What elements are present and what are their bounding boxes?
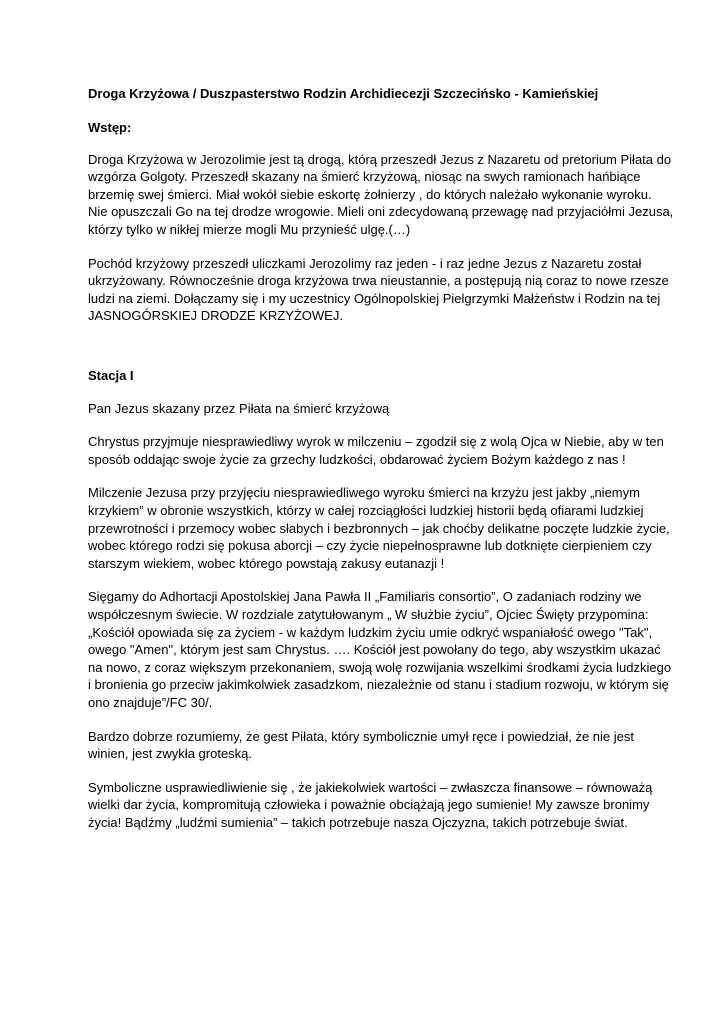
station-paragraph (88, 433, 678, 468)
paragraph-line: krzykiem” w obronie wszystkich, którzy w całej rozciągłości ludzkiej historii będą ofiarami ludzkiej (88, 502, 644, 518)
paragraph-line: sposób oddając swoje życie za grzechy ludzkości, obdarować życiem Bożym każdego z nas ! (88, 451, 626, 467)
paragraph-line: wobec którego rodzi się pokusa aborcji – czy życie niepełnosprawne lub dotknięte cierpieniem czy (88, 538, 652, 554)
intro-paragraph (88, 151, 678, 239)
paragraph-line: owego "Amen", którym jest sam Chrystus. …. Kościół jest powołany do tego, aby wszystkim ukazać (88, 642, 661, 658)
paragraph-line: JASNOGÓRSKIEJ DRODZE KRZYŻOWEJ. (88, 308, 343, 324)
document-title: Droga Krzyżowa / Duszpasterstwo Rodzin Archidiecezji Szczecińsko - Kamieńskiej (88, 86, 599, 101)
paragraph-line: starszym wiekiem, wobec którego powstają zakusy eutanazji ! (88, 555, 445, 571)
paragraph-line: ono znajduje”/FC 30/. (88, 694, 213, 710)
paragraph-line: Pochód krzyżowy przeszedł uliczkami Jerozolimy raz jeden - i raz jedne Jezus z Nazaretu został (88, 255, 642, 271)
paragraph-line: brzemię swej śmierci. Miał wokół siebie eskortę żołnierzy , do których należało wykonanie wyroku. (88, 186, 652, 202)
intro-section (88, 119, 678, 341)
station-paragraphs (88, 400, 678, 832)
paragraph-line: „Kościół opowiada się za życiem - w każdym ludzkim życiu umie odkryć wspaniałość owego "Tak", (88, 624, 653, 640)
station-section (88, 367, 678, 847)
paragraph-line: współczesnym świecie. W rozdziale zatytułowanym „ W służbie życiu”, Ojciec Święty przypomina: (88, 606, 649, 622)
paragraph-line: wielki dar życia, kompromitują człowieka i poważnie obciążają jego sumienie! My zawsze bronimy (88, 797, 650, 813)
station-paragraph (88, 484, 678, 572)
paragraph-line: winien, jest zwykła groteską. (88, 746, 253, 762)
station-paragraph (88, 779, 678, 832)
paragraph-line: Chrystus przyjmuje niesprawiedliwy wyrok w milczeniu – zgodził się z wolą Ojca w Niebie, aby w ten (88, 434, 664, 450)
station-paragraph (88, 588, 678, 711)
paragraph-line: Droga Krzyżowa w Jerozolimie jest tą drogą, którą przeszedł Jezus z Nazaretu od pretorium Piłata do (88, 151, 672, 167)
paragraph-line: Sięgamy do Adhortacji Apostolskiej Jana Pawła II „Familiaris consortio”, O zadaniach rodziny we (88, 589, 642, 605)
station-paragraph (88, 728, 678, 763)
station-paragraph (88, 400, 678, 418)
paragraph-line: Milczenie Jezusa przy przyjęciu niesprawiedliwego wyroku śmierci na krzyżu jest jakby „niemym (88, 485, 640, 501)
paragraph-line: przewrotności i przemocy wobec słabych i bezbronnych – jak choćby delikatne poczęte ludzkie życie, (88, 520, 670, 536)
paragraph-line: Nie opuszczali Go na tej drodze wrogowie. Mieli oni zdecydowaną przewagę nad przyjaciółmi Jezusa, (88, 204, 674, 220)
paragraph-line: Pan Jezus skazany przez Piłata na śmierć krzyżową (88, 400, 390, 416)
intro-paragraph (88, 255, 678, 325)
paragraph-line: życia! Bądźmy „ludźmi sumienia” – takich potrzebuje nasza Ojczyzna, takich potrzebuje świat. (88, 814, 628, 830)
paragraph-line: na nowo, z coraz większym przekonaniem, swoją wolę rozwijania wszelkimi środkami życia ludzkiego (88, 659, 672, 675)
paragraph-line: ludzi na ziemi. Dołączamy się i my uczestnicy Ogólnopolskiej Pielgrzymki Małżeństw i Rodzin na tej (88, 290, 661, 306)
station-heading: Stacja I (88, 368, 134, 383)
intro-heading: Wstęp: (88, 120, 132, 135)
intro-paragraphs (88, 151, 678, 325)
paragraph-line: i bronienia go przeciw jakimkolwiek zasadzkom, niezależnie od stanu i stadium rozwoju, w którym się (88, 677, 669, 693)
paragraph-line: którzy tylko w nikłej mierze mogli Mu przynieść ulgę.(…) (88, 221, 411, 237)
paragraph-line: ukrzyżowany. Równocześnie droga krzyżowa trwa nieustannie, a postępują nią coraz to nowe rzesze (88, 273, 669, 289)
paragraph-line: wzgórza Golgoty. Przeszedł skazany na śmierć krzyżową, niosąc na swych ramionach hańbiące (88, 169, 641, 185)
paragraph-line: Bardzo dobrze rozumiemy, że gest Piłata, który symbolicznie umył ręce i powiedział, że nie jest (88, 728, 634, 744)
paragraph-line: Symboliczne usprawiedliwienie się , że jakiekolwiek wartości – zwłaszcza finansowe – równoważą (88, 779, 653, 795)
